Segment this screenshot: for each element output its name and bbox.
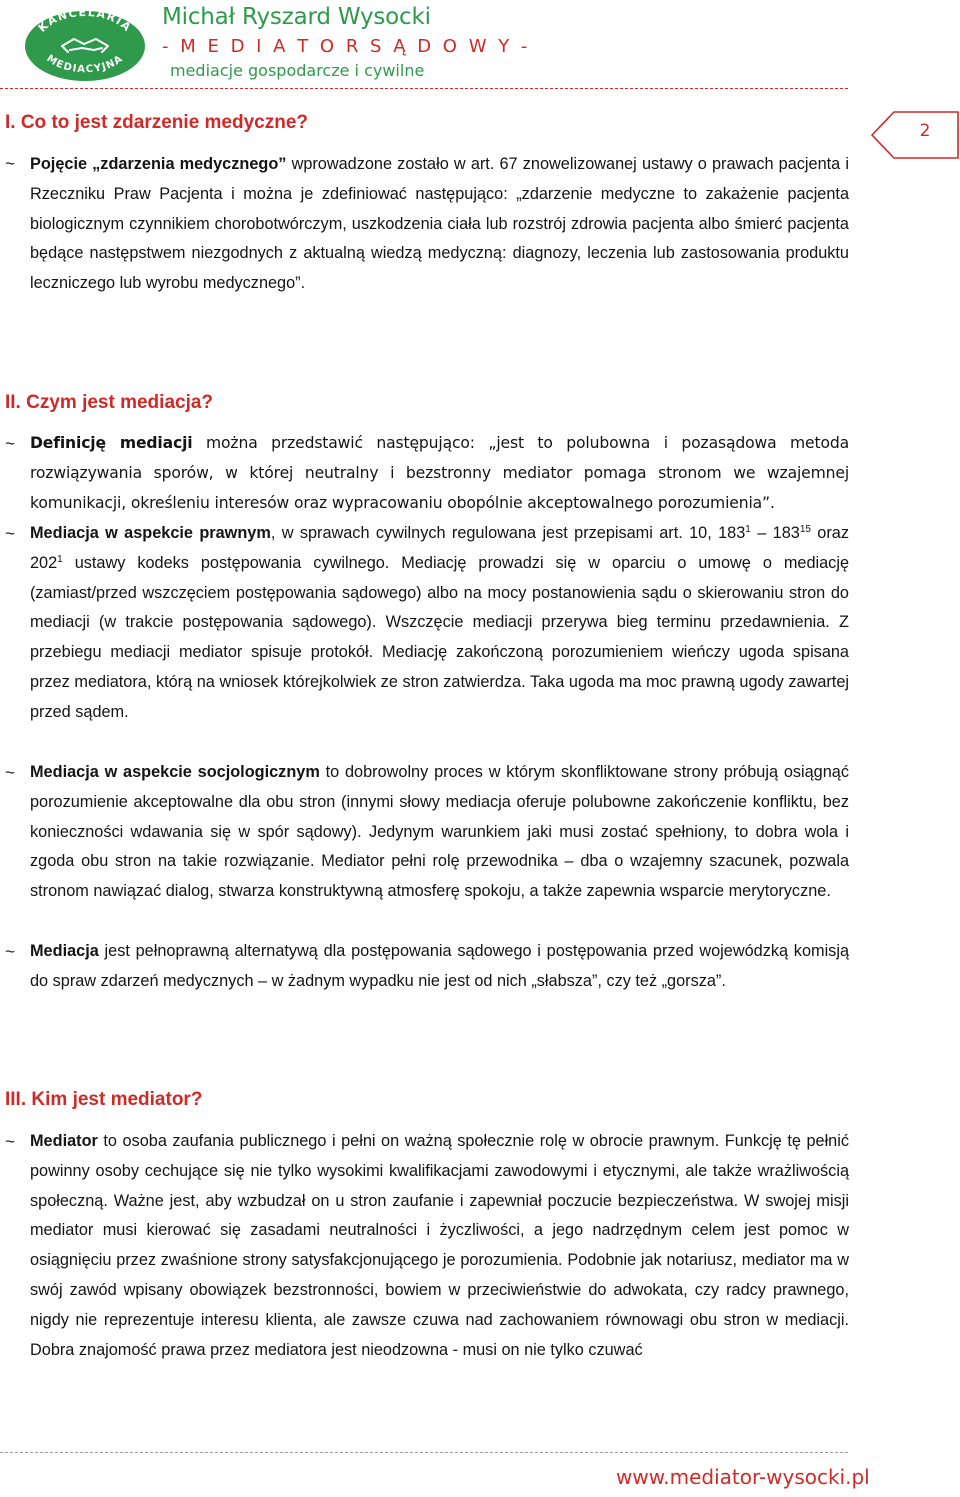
header-subtitle: mediacje gospodarcze i cywilne bbox=[170, 61, 425, 80]
section-2-paragraph-alternative: Mediacja jest pełnoprawną alternatywą dla postępowania sądowego i postępowania przed wojewódzką komisją do spraw zdarzeń medycznych – w żadnym wypadku nie jest od nich „słabsza”, czy też „gorsza”. bbox=[30, 942, 849, 990]
section-2-paragraph-sociological: Mediacja w aspekcie socjologicznym to dobrowolny proces w którym skonfliktowane strony próbują osiągnąć porozumienie akceptowalne dla obu stron (innymi słowy mediacja oferuje polubowne zakończenie konfliktu, bez konieczności wdawania się w spór sądowy). Jedynym warunkiem jaki musi zostać spełniony, to dobra wola i zgoda obu stron na takie rozwiązanie. Mediator pełni rolę przewodnika – dba o wzajemny szacunek, pozwala stronom nawiązać dialog, stwarza konstruktywną atmosferę spokoju, a także zapewnia wsparcie merytoryczne. bbox=[30, 763, 849, 901]
svg-text:KANCELARIA: KANCELARIA bbox=[35, 6, 135, 35]
bullet-tilde: ~ bbox=[5, 1132, 15, 1151]
footer-website-link[interactable]: www.mediator-wysocki.pl bbox=[616, 1465, 870, 1489]
header-divider bbox=[0, 88, 848, 89]
section-3-heading: III. Kim jest mediator? bbox=[5, 1089, 203, 1110]
section-3-paragraph: Mediator to osoba zaufania publicznego i pełni on ważną społecznie rolę w obrocie prawnym. Funkcję tę pełnić powinny osoby cechujące się nie tylko wysokimi kwalifikacjami zawodowymi i etycznymi, ale także wrażliwością społeczną. Ważne jest, aby wzbudzał on u stron zaufanie i zapewniał poczucie bezpieczeństwa. W swojej misji mediator musi kierować się zasadami neutralności i życzliwości, a jego nadrzędnym celem jest pomoc w osiągnięciu przez zwaśnione strony satysfakcjonującego je porozumienia. Podobnie jak notariusz, mediator ma w swój zawód wpisany obowiązek bezstronności, bowiem w przeciwieństwie do adwokata, czy radcy prawnego, nigdy nie reprezentuje interesu klienta, ale zawsze czuwa nad zachowaniem równowagi obu stron w mediacji. Dobra znajomość prawa przez mediatora jest nieodzowna - musi on nie tylko czuwać bbox=[30, 1132, 849, 1359]
section-2-paragraph-definition: Definicję mediacji można przedstawić następująco: „jest to polubowna i pozasądowa metoda rozwiązywania sporów, w której neutralny i bezstronny mediator pomaga stronom we wzajemnej komunikacji, określeniu interesów oraz wypracowaniu obopólnie akceptowalnego porozumienia”. bbox=[30, 434, 850, 512]
bullet-tilde: ~ bbox=[5, 434, 15, 453]
kancelaria-mediacyjna-logo bbox=[24, 6, 146, 82]
bullet-tilde: ~ bbox=[5, 524, 15, 543]
section-2-paragraph-legal: Mediacja w aspekcie prawnym, w sprawach cywilnych regulowana jest przepisami art. 10, $183^1 - 183^{15}$ oraz $202^1$ ustawy kodeks postępowania cywilnego. Mediację prowadzi się w oparciu o umowę o mediację (zamiast/przed wszczęciem postępowania sądowego) albo na mocy postanowienia sądu o skierowaniu stron do mediacji (w trakcie postępowania sądowego). Wszczęcie mediacji przerywa bieg terminu przedawnienia. Z przebiegu mediacji mediator spisuje protokół. Mediację zakończoną porozumieniem wieńczy ugoda spisana przez mediatora, którą na wniosek którejkolwiek ze stron zatwierdza. Taka ugoda ma moc prawną ugody zawartej przed sądem. bbox=[30, 524, 849, 721]
section-2-heading: II. Czym jest mediacja? bbox=[5, 392, 214, 413]
bullet-tilde: ~ bbox=[5, 154, 15, 173]
section-1-heading: I. Co to jest zdarzenie medyczne? bbox=[5, 112, 309, 133]
bullet-tilde: ~ bbox=[5, 942, 15, 961]
section-1-paragraph: Pojęcie „zdarzenia medycznego” wprowadzone zostało w art. 67 znowelizowanej ustawy o prawach pacjenta i Rzeczniku Praw Pacjenta i można je zdefiniować następująco: „zdarzenie medyczne to zakażenie pacjenta biologicznym czynnikiem chorobotwórczym, uszkodzenia ciała lub rozstrój zdrowia pacjenta albo śmierć pacjenta będące następstwem niezgodnych z aktualną wiedzą medyczną: diagnozy, leczenia lub zastosowania produktu leczniczego lub wyrobu medycznego”. bbox=[30, 155, 849, 293]
svg-text:MEDIACYJNA: MEDIACYJNA bbox=[44, 53, 126, 76]
footer-divider bbox=[0, 1452, 848, 1453]
header-name: Michał Ryszard Wysocki bbox=[162, 4, 431, 30]
header-role: - M E D I A T O R S Ą D O W Y - bbox=[162, 36, 531, 57]
page-number: 2 bbox=[919, 121, 931, 141]
bullet-tilde: ~ bbox=[5, 763, 15, 782]
